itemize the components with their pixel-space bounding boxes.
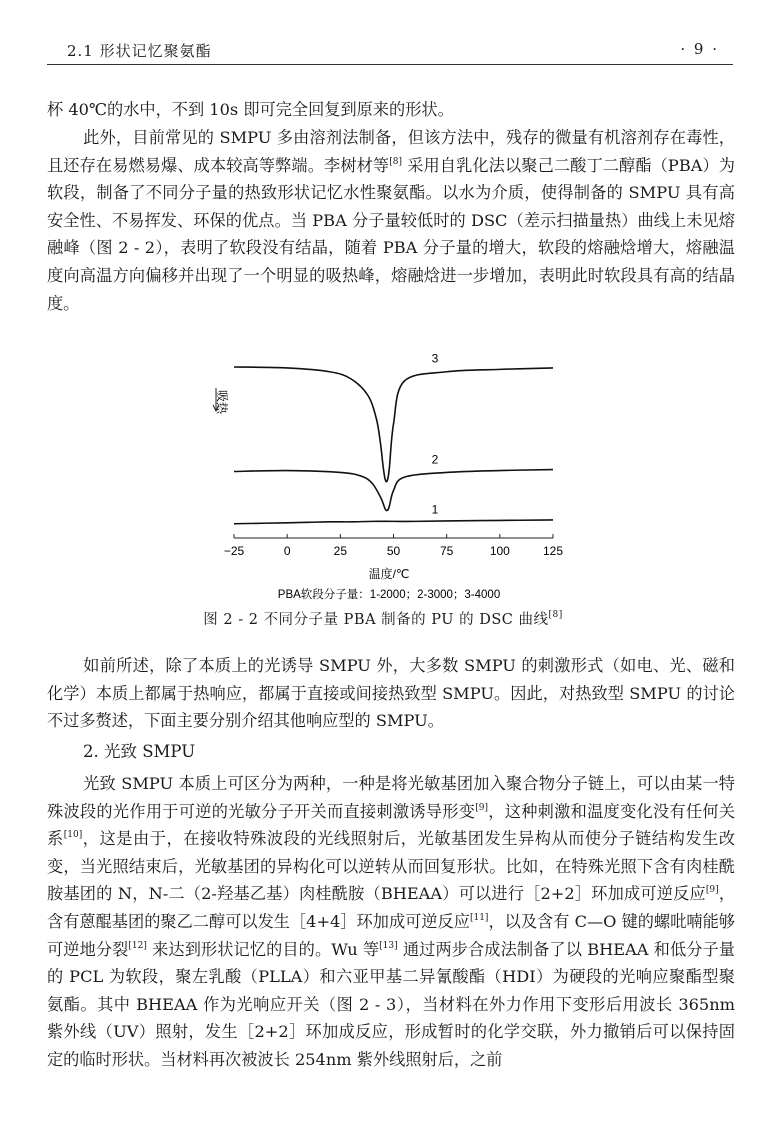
x-tick-label-6: 125 <box>542 544 564 558</box>
page-number: · 9 · <box>680 40 719 58</box>
x-tick-label-5: 100 <box>489 544 510 558</box>
series-line-2 <box>234 470 553 511</box>
paragraph-1 <box>47 124 735 317</box>
paragraph-2-text: 如前所述，除了本质上的光诱导 SMPU 外，大多数 SMPU 的刺激形式（如电、光、磁和化学）本质上都属于热响应，都属于直接或间接热致型 SMPU。因此，对热致型 SMPU 的讨论不过多赘述，下面主要分别介绍其他响应型的 SMPU。 <box>47 656 735 731</box>
paragraph-3-text-f: 来达到形状记忆的目的。Wu 等 <box>146 939 380 959</box>
x-tick-label-1: 0 <box>283 544 291 558</box>
paragraph-0 <box>47 96 735 124</box>
paragraph-2 <box>47 652 735 735</box>
citation-13: [13] <box>379 940 398 951</box>
paragraph-3-text-g: 通过两步合成法制备了以 BHEAA 和低分子量的 PCL 为软段，聚左乳酸（PLLA）和六亚甲基二异氰酸酯（HDI）为硬段的光响应聚酯型聚氨酯。其中 BHEAA 作为光响应开关（图 2 - 3），当材料在外力作用下变形后用波长 365nm 紫外线（UV）照射，发生［2+2］环加成反应，形成暂时的化学交联，外力撤销后可以保持固定的临时形状。当材料再次被波长 254nm 紫外线照射后，之前 <box>47 939 735 1069</box>
paragraph-3 <box>47 770 735 1074</box>
paragraph-3-text-e: ，以及含有 C—O 键的螺吡喃能够可逆地分裂 <box>47 911 735 959</box>
series-label-2: 2 <box>431 452 439 467</box>
series-label-1: 1 <box>431 502 439 517</box>
citation-10: [10] <box>63 830 83 841</box>
series-line-1 <box>234 520 553 524</box>
y-axis-label: 吸热 <box>215 390 229 415</box>
citation-9: [9] <box>475 802 488 813</box>
citation-11: [11] <box>469 912 489 923</box>
x-tick-label-2: 25 <box>333 544 348 558</box>
x-tick-label-3: 50 <box>386 544 401 558</box>
paragraph-1-text-b: 采用自乳化法以聚己二酸丁二醇酯（PBA）为软段，制备了不同分子量的热致形状记忆水性聚氨酯。以水为介质，使得制备的 SMPU 具有高安全性、不易挥发、环保的优点。当 PBA 分子量较低时的 DSC（差示扫描量热）曲线上未见熔融峰（图 2 - 2），表明了软段没有结晶，随着 PBA 分子量的增大，软段的熔融焓增大，熔融温度向高温方向偏移并出现了一个明显的吸热峰，熔融焓进一步增加，表明此时软段具有高的结晶度。 <box>47 155 735 313</box>
paragraph-0-text: 杯 40℃的水中，不到 10s 即可完全回复到原来的形状。 <box>47 100 454 119</box>
paragraph-3-text-b: ，这种刺激和温度变化没有任何关系 <box>47 801 736 849</box>
paragraph-3-text-d: ，含有蒽醌基团的聚乙二醇可以发生［4+4］环加成可逆反应 <box>47 884 736 931</box>
figure-caption-text: 图 2 - 2 不同分子量 PBA 制备的 PU 的 DSC 曲线 <box>203 612 549 628</box>
figure-caption-ref: [8] <box>548 610 563 620</box>
citation-9b: [9] <box>705 885 719 896</box>
paragraph-3-text-a: 光致 SMPU 本质上可区分为两种，一种是将光敏基团加入聚合物分子链上，可以由某一特殊波段的光作用于可逆的光敏分子开关而直接刺激诱导形变 <box>47 774 735 821</box>
figure-caption <box>0 608 766 629</box>
citation-8: [8] <box>389 156 402 167</box>
series-line-3 <box>234 367 553 482</box>
running-header <box>47 38 733 65</box>
subsection-heading: 2. 光致 SMPU <box>83 742 196 761</box>
series-label-3: 3 <box>431 351 439 366</box>
section-title: 2.1 形状记忆聚氨酯 <box>67 42 212 60</box>
x-axis-label: 温度/℃ <box>368 567 410 581</box>
paragraph-3-text-c: ，这是由于，在接收特殊波段的光线照射后，光敏基团发生异构从而使分子链结构发生改变，当光照结束后，光敏基团的异构化可以逆转从而回复形状。比如，在特殊光照下含有肉桂酰胺基团的 N，N-二（2-羟基乙基）肉桂酰胺（BHEAA）可以进行［2+2］环加成可逆反应 <box>47 829 736 904</box>
x-tick-label-4: 75 <box>439 544 454 558</box>
chart-note: PBA软段分子量：1-2000；2-3000；3-4000 <box>277 589 501 601</box>
paragraph-1-text-a: 此外，目前常见的 SMPU 多由溶剂法制备，但该方法中，残存的微量有机溶剂存在毒性，且还存在易燃易爆、成本较高等弊端。李树材等 <box>47 128 735 175</box>
x-tick-label-0: −25 <box>223 544 245 558</box>
citation-12: [12] <box>128 940 147 951</box>
dsc-chart <box>196 338 576 608</box>
